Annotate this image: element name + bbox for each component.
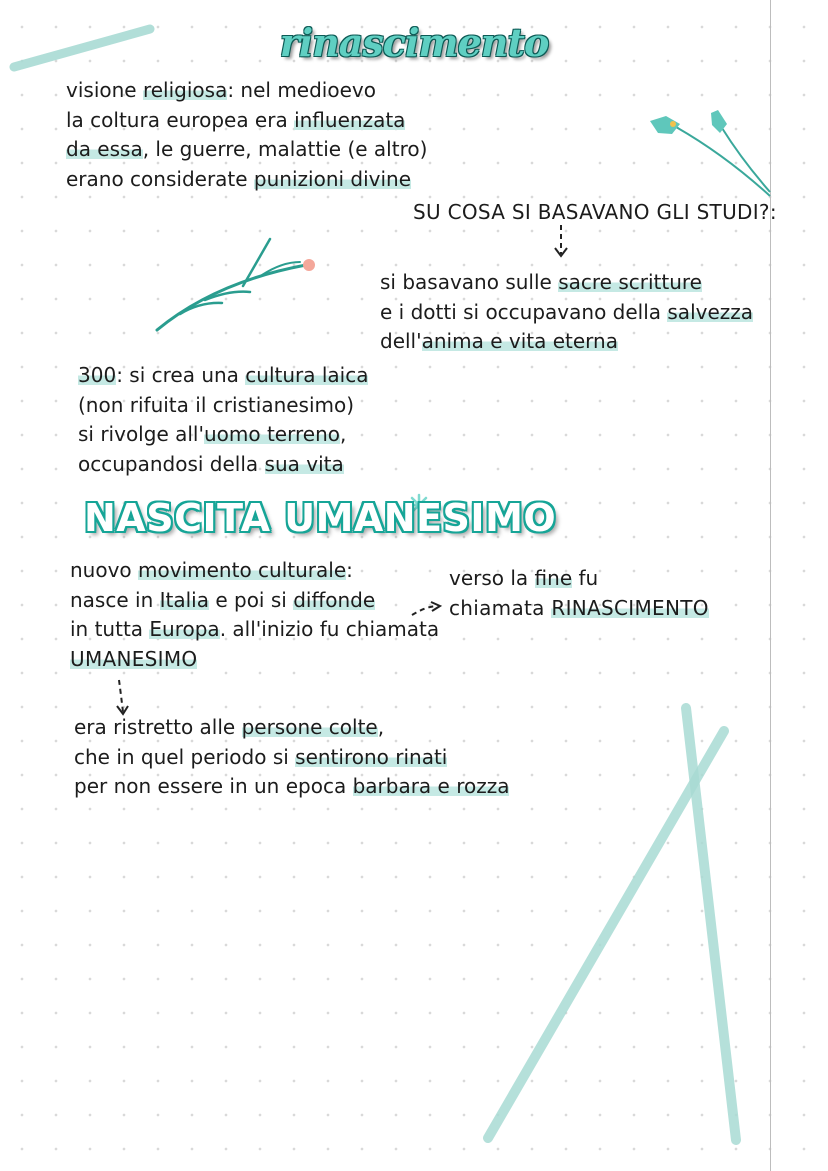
visione-paragraph: visione religiosa: nel medioevo la coltura europea era influenzata da essa, le guerre, malattie (e altro) erano considerate punizioni divine [66,78,428,191]
arrow-down-studi [555,225,567,256]
brush-stroke-long [488,731,724,1138]
arrow-down-umanesimo [117,680,128,714]
page-title: rinascimento [279,20,549,65]
trecento-paragraph: 300: si crea una cultura laica (non rifuita il cristianesimo) si rivolge all'uomo terreno, occupandosi della sua vita [78,363,369,476]
ristretto-paragraph: era ristretto alle persone colte, che in quel periodo si sentirono rinati per non essere in un epoca barbara e rozza [74,715,510,798]
fine-paragraph: verso la fine fu chiamata RINASCIMENTO [449,566,709,620]
studi-question: SU COSA SI BASAVANO GLI STUDI?: [413,200,777,224]
flower-sprig-right [650,110,770,196]
flower-sprig-left [157,239,315,330]
brush-stroke-vertical [686,708,736,1140]
studi-paragraph: si basavano sulle sacre scritture e i dotti si occupavano della salvezza dell'anima e vita eterna [380,270,754,353]
nascita-paragraph: nuovo movimento culturale: nasce in Italia e poi si diffonde in tutta Europa. all'inizio fu chiamata UMANESIMO [70,558,440,671]
section-heading-nascita: NASCITA UMANESIMO [84,496,557,540]
